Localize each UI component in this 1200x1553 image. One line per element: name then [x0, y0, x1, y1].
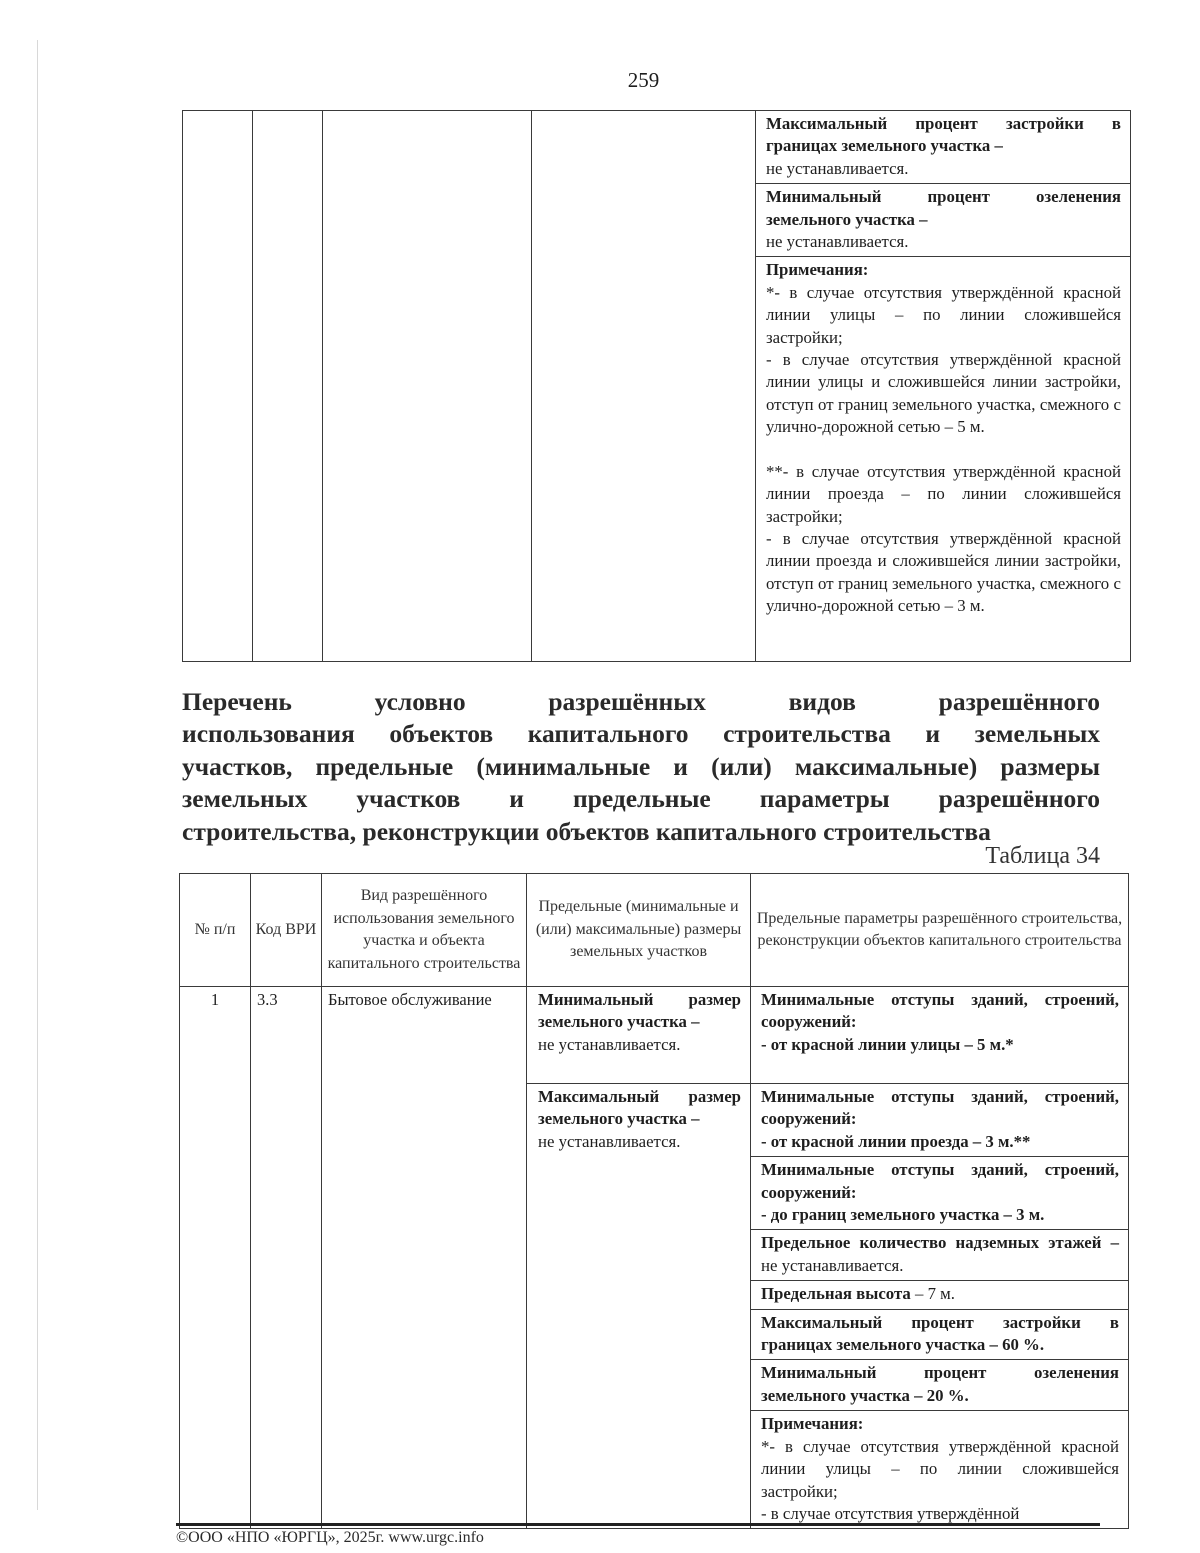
- note-text: *- в случае отсутствия утверждённой красной линии улицы – по линии сложившейся застройки;: [761, 1436, 1119, 1501]
- size-title: Минимальный размер земельного участка –: [538, 990, 741, 1032]
- row-code: 3.3: [251, 987, 322, 1529]
- param-value: - от красной линии улицы – 5 м.*: [761, 1034, 1014, 1054]
- header-code: Код ВРИ: [251, 874, 322, 987]
- size-title: Максимальный размер земельного участка –: [538, 1087, 741, 1129]
- param-title: Максимальный процент застройки в границах земельного участка –: [766, 114, 1121, 156]
- param-value: - от красной линии проезда – 3 м.**: [761, 1131, 1031, 1151]
- table-label: Таблица 34: [985, 843, 1100, 869]
- max-size-cell: [527, 1084, 751, 1529]
- param-value: не устанавливается.: [766, 158, 909, 178]
- page-number: 259: [627, 68, 660, 92]
- min-greening-percent-cell: [751, 1360, 1129, 1411]
- notes-cell: [751, 1411, 1129, 1529]
- footer-copyright: ©ООО «НПО «ЮРГЦ», 2025г. www.urgc.info: [176, 1529, 484, 1546]
- param-title: Минимальные отступы зданий, строений, сооружений:: [761, 990, 1119, 1032]
- empty-cell: [253, 111, 323, 662]
- empty-cell: [183, 111, 253, 662]
- heading-line: участков, предельные (минимальные и (или) максимальные) размеры: [182, 751, 1100, 781]
- note-spacer: [766, 439, 1121, 461]
- param-title: Минимальный процент озеленения земельного участка: [761, 1363, 1119, 1405]
- heading-line: использования объектов капитального строительства и земельных: [182, 719, 1100, 749]
- param-title: Минимальный процент озеленения земельного участка –: [766, 187, 1121, 229]
- param-value: – 20 %.: [914, 1385, 969, 1405]
- setback-street-cell: [751, 987, 1129, 1084]
- empty-cell: [532, 111, 756, 662]
- row-number: 1: [180, 987, 251, 1529]
- note-text: **- в случае отсутствия утверждённой красной линии проезда – по линии сложившейся застройки;: [766, 461, 1121, 526]
- notes-title: Примечания:: [761, 1414, 864, 1434]
- max-building-percent-cell: [756, 111, 1131, 184]
- param-value: – 7 м.: [915, 1284, 955, 1304]
- param-value: - до границ земельного участка – 3 м.: [761, 1205, 1045, 1225]
- min-size-cell: [527, 987, 751, 1084]
- section-heading: [182, 686, 1100, 848]
- heading-line: земельных участков и предельные параметры разрешённого: [182, 784, 1100, 814]
- header-params: Предельные параметры разрешённого строительства, реконструкции объектов капитального строительства: [751, 874, 1129, 987]
- heading-line: строительства, реконструкции объектов капитального строительства: [182, 816, 991, 846]
- note-text: - в случае отсутствия утверждённой красной линии улицы и сложившейся линии застройки, отступ от границ земельного участка, смежного с улично-дорожной сетью – 5 м.: [766, 350, 1121, 437]
- param-value: не устанавливается.: [761, 1255, 904, 1275]
- param-title: Предельное количество надземных этажей –: [761, 1233, 1119, 1253]
- note-text: - в случае отсутствия утверждённой: [761, 1503, 1020, 1523]
- notes-title: Примечания:: [766, 260, 869, 280]
- continuation-table: [182, 110, 1131, 662]
- param-title: Минимальные отступы зданий, строений, сооружений:: [761, 1087, 1119, 1129]
- notes-cell: [756, 257, 1131, 662]
- param-title: Максимальный процент застройки в границах земельного участка: [761, 1312, 1119, 1355]
- max-building-percent-cell: [751, 1309, 1129, 1360]
- row-vri: Бытовое обслуживание: [322, 987, 527, 1529]
- header-sizes: Предельные (минимальные и (или) максимальные) размеры земельных участков: [527, 874, 751, 987]
- main-table: [179, 873, 1129, 1529]
- floors-cell: [751, 1230, 1129, 1281]
- size-value: не устанавливается.: [538, 1034, 681, 1054]
- note-text: *- в случае отсутствия утверждённой красной линии улицы – по линии сложившейся застройки;: [766, 282, 1121, 347]
- heading-line: Перечень условно разрешённых видов разрешённого: [182, 687, 1100, 716]
- setback-passage-cell: [751, 1084, 1129, 1157]
- min-greening-percent-cell: [756, 184, 1131, 257]
- size-value: не устанавливается.: [538, 1131, 681, 1151]
- setback-boundary-cell: [751, 1157, 1129, 1230]
- param-value: – 60 %.: [989, 1335, 1045, 1355]
- param-title: Минимальные отступы зданий, строений, сооружений:: [761, 1160, 1119, 1202]
- footer-divider: [176, 1523, 1100, 1526]
- empty-cell: [323, 111, 532, 662]
- header-number: № п/п: [180, 874, 251, 987]
- param-value: не устанавливается.: [766, 232, 909, 252]
- page-margin-line: [37, 40, 38, 1510]
- height-cell: [751, 1281, 1129, 1309]
- param-title: Предельная высота: [761, 1284, 911, 1304]
- note-text: - в случае отсутствия утверждённой красной линии проезда и сложившейся линии застройки, отступ от границ земельного участка, смежного с улично-дорожной сетью – 3 м.: [766, 528, 1121, 616]
- header-vri: Вид разрешённого использования земельного участка и объекта капитального строительства: [322, 874, 527, 987]
